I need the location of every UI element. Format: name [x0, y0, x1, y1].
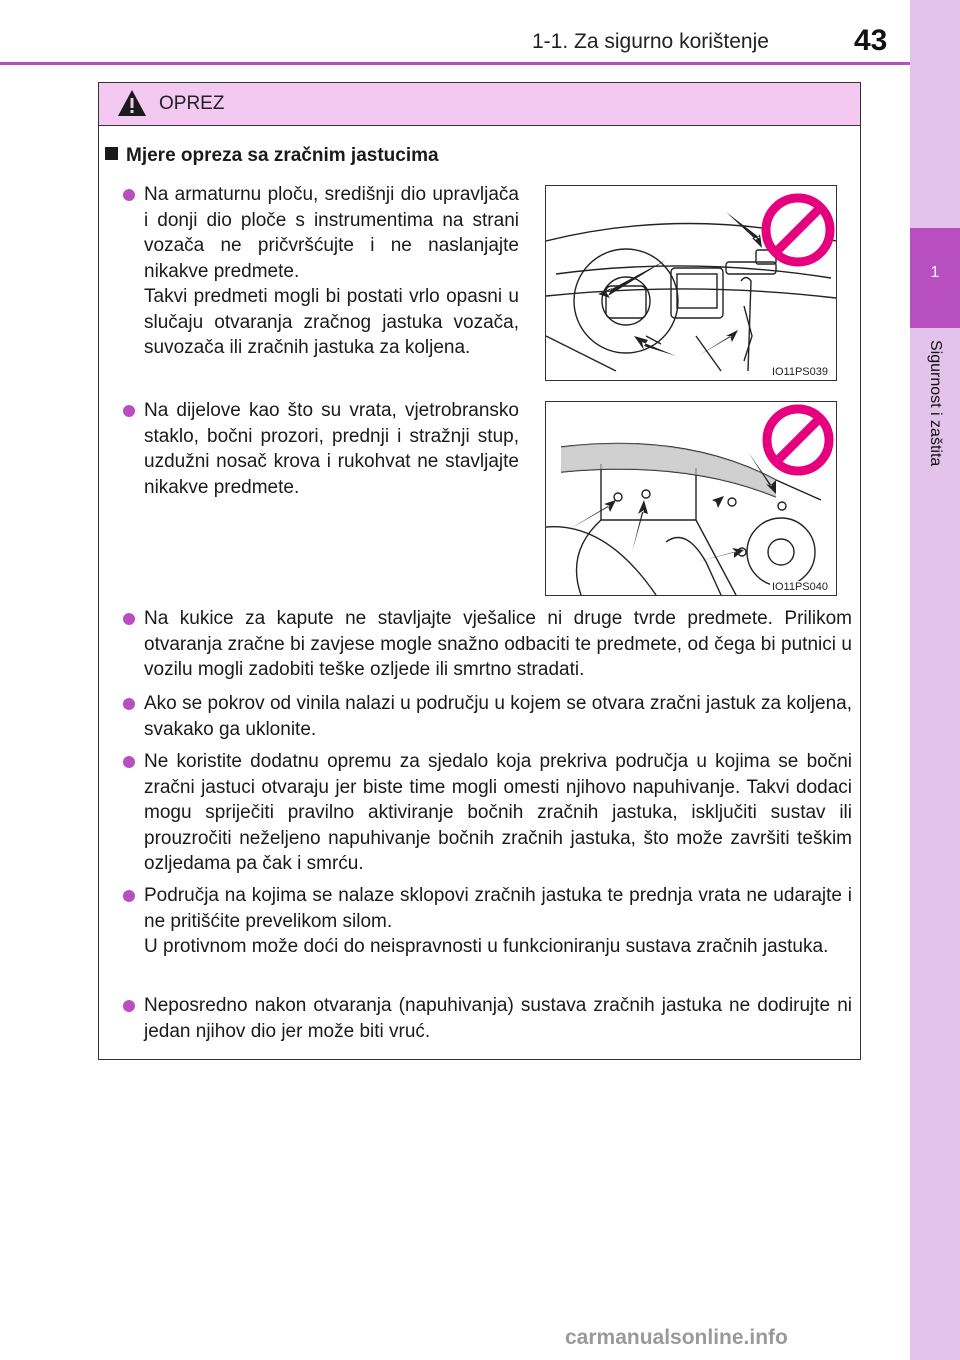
caution-box	[98, 82, 861, 1060]
caution-header	[99, 83, 860, 126]
caution-item	[144, 398, 519, 500]
header-rule	[0, 62, 910, 65]
dashboard-drawing	[546, 186, 836, 380]
item-text: Takvi predmeti mogli bi postati vrlo opasni u slučaju otvaranja zračnog jastuka vozača, suvozača ili zračnih jastuka za koljena.	[144, 286, 519, 358]
warning-triangle-icon	[117, 89, 147, 117]
caution-item	[144, 691, 852, 742]
page-number: 43	[854, 24, 888, 57]
chapter-side-tab	[910, 0, 960, 1360]
caution-item	[144, 993, 852, 1044]
chapter-name: Sigurnost i zaštita	[927, 340, 944, 467]
interior-drawing	[546, 402, 836, 595]
figure-caption: IO11PS039	[771, 366, 828, 378]
item-text: U protivnom može doći do neispravnosti u funkcioniranju sustava zračnih jastuka.	[144, 936, 829, 957]
chapter-number: 1	[930, 264, 940, 281]
item-text: Na armaturnu ploču, središnji dio upravljača i donji dio ploče s instrumentima na strani vozača ne pričvršćujte i ne naslanjajte nikakve predmete.	[144, 184, 519, 282]
square-bullet-icon	[105, 147, 118, 160]
item-text: Na kukice za kapute ne stavljajte vješalice ni druge tvrde predmete. Prilikom otvaranja zračne bi zavjese mogle snažno odbaciti te predmete, od čega bi putnici u vozilu mogli zadobiti teške ozljede ili smrtno stradati.	[144, 608, 852, 680]
section-title: 1-1. Za sigurno korištenje	[532, 30, 769, 53]
item-text: Ne koristite dodatnu opremu za sjedalo koja prekriva područja u kojima se bočni zračni jastuci otvaraju jer biste time mogli omesti njihovo napuhivanje. Takvi dodaci mogu spriječiti pravilno aktiviranje bočnih zračnih jastuka, isključiti sustav ili prouzročiti neželjeno napuhivanje bočnih zračnih jastuka, što može završiti teškim ozljedama pa čak i smrću.	[144, 751, 852, 874]
item-text: Neposredno nakon otvaranja (napuhivanja) sustava zračnih jastuka ne dodirujte ni jedan njihov dio jer može biti vruć.	[144, 995, 852, 1042]
dashboard-illustration	[545, 185, 837, 381]
caution-item	[144, 182, 519, 361]
caution-subheading	[105, 145, 439, 167]
watermark: carmanualsonline.info	[565, 1326, 788, 1349]
item-text: Ako se pokrov od vinila nalazi u području u kojem se otvara zračni jastuk za koljena, svakako ga uklonite.	[144, 693, 852, 740]
figure-caption: IO11PS040	[771, 581, 828, 593]
item-text: Na dijelove kao što su vrata, vjetrobransko staklo, bočni prozori, prednji i stražnji stup, uzdužni nosač krova i rukohvat ne stavljajte nikakve predmete.	[144, 400, 519, 498]
caution-item	[144, 606, 852, 683]
subheading-text: Mjere opreza sa zračnim jastucima	[126, 145, 439, 166]
caution-item	[144, 749, 852, 877]
interior-illustration	[545, 401, 837, 596]
caution-label: OPREZ	[159, 93, 225, 114]
caution-item	[144, 883, 852, 960]
item-text: Područja na kojima se nalaze sklopovi zračnih jastuka te prednja vrata ne udarajte i ne pritišćite prevelikom silom.	[144, 885, 852, 932]
